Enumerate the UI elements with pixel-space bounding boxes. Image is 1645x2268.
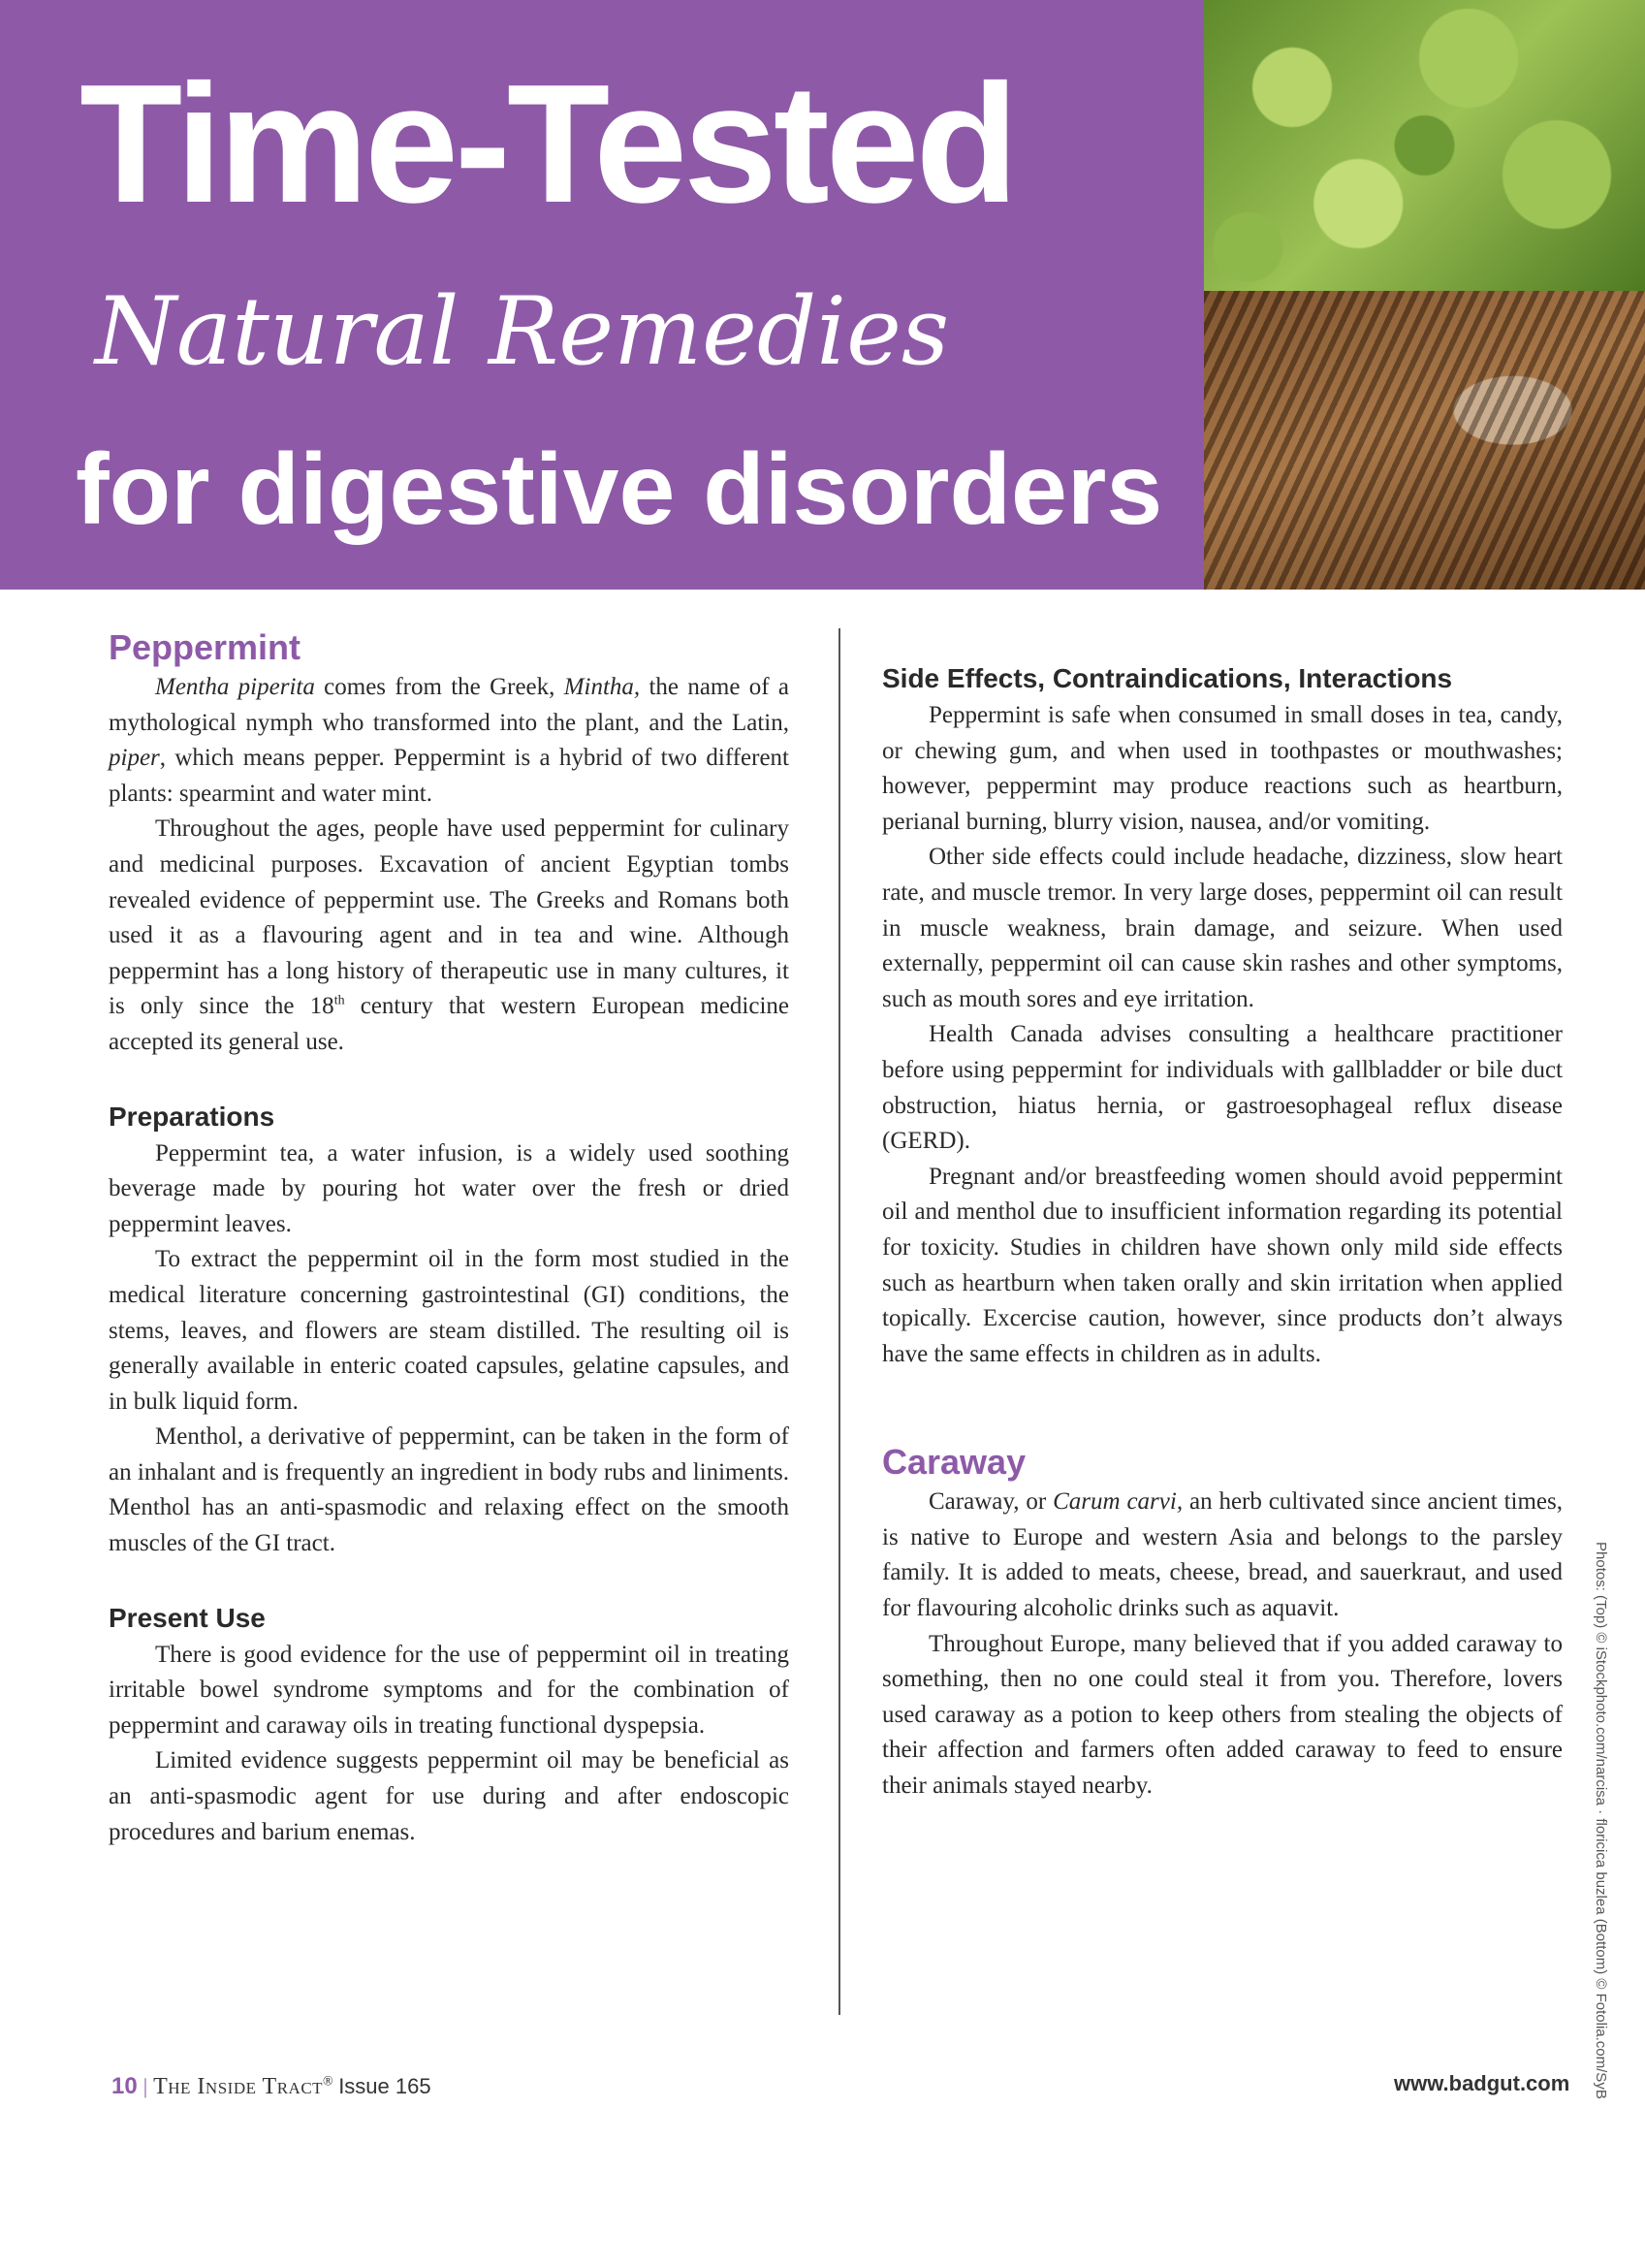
paragraph: Limited evidence suggests peppermint oil may be beneficial as an anti-spasmodic agent for use during and after endoscopic procedures and barium enemas. (109, 1747, 789, 1845)
paragraph: Peppermint tea, a water infusion, is a widely used soothing beverage made by pouring hot water over the fresh or dried peppermint leaves. (109, 1139, 789, 1237)
page-number: 10 (111, 2073, 138, 2099)
paragraph: Peppermint is safe when consumed in small doses in tea, candy, or chewing gum, and when used in toothpastes or mouthwashes; however, peppermint may produce reactions such as heartburn, perianal burning, blurry vision, nausea, and/or vomiting. (882, 702, 1563, 835)
paragraph: Other side effects could include headache, dizziness, slow heart rate, and muscle tremor. In very large doses, peppermint oil can result in muscle weakness, brain damage, and seizure. When used externally, peppermint oil can cause skin rashes and other symptoms, such as mouth sores and eye irritation. (882, 844, 1563, 1012)
paragraph: Menthol, a derivative of peppermint, can be taken in the form of an inhalant and is frequently an ingredient in body rubs and liniments. Menthol has an anti-spasmodic and relaxing effect on the smooth muscles of the GI tract. (109, 1423, 789, 1557)
column-divider (838, 628, 840, 2015)
paragraph: Caraway, or Carum carvi, an herb cultivated since ancient times, is native to Europe and western Asia and belongs to the parsley family. It is added to meats, cheese, bread, and sauerkraut, and used for flavouring alcoholic drinks such as aquavit. (882, 1488, 1564, 1622)
footer-separator: | (142, 2074, 148, 2098)
title-line-2: Natural Remedies (95, 277, 950, 386)
paragraph: To extract the peppermint oil in the form most studied in the medical literature concerning gastrointestinal (GI) conditions, the stems, leaves, and flowers are steam distilled. The resulting oil is generally available in enteric coated capsules, gelatine capsules, and in bulk liquid form. (109, 1246, 789, 1415)
registered-mark: ® (323, 2074, 333, 2090)
caraway-seeds-photo (1204, 291, 1645, 590)
title-line-1: Time-Tested (79, 48, 1015, 238)
title-line-3: for digestive disorders (76, 433, 1163, 546)
title-banner (0, 0, 1204, 590)
paragraph: Mentha piperita comes from the Greek, Mintha, the name of a mythological nymph who transformed into the plant, and the Latin, piper, which means pepper. Peppermint is a hybrid of two different plants: spearmint and water mint. (109, 674, 789, 807)
footer-website: www.badgut.com (1394, 2071, 1570, 2095)
subsection-title-preparations: Preparations (109, 1101, 275, 1132)
paragraph: Health Canada advises consulting a healthcare practitioner before using peppermint for individuals with gallbladder or bile duct obstruction, hiatus hernia, or gastroesophageal reflux disease (GERD). (882, 1021, 1563, 1155)
paragraph: Throughout Europe, many believed that if you added caraway to something, then no one could steal it from you. Therefore, lovers used caraway as a potion to keep others from stealing the objects of their affection and farmers often added caraway to feed to ensure their animals stayed nearby. (882, 1630, 1563, 1800)
section-title-peppermint: Peppermint (109, 627, 301, 667)
paragraph: Pregnant and/or breastfeeding women should avoid peppermint oil and menthol due to insufficient information regarding its potential for toxicity. Studies in children have shown only mild side effects such as heartburn when taken orally and skin irritation when applied topically. Excercise caution, however, since products don’t always have the same effects in children as in adults. (882, 1163, 1563, 1367)
footer-page-info (111, 2073, 431, 2100)
subsection-title-present-use: Present Use (109, 1602, 266, 1633)
subsection-title-side-effects: Side Effects, Contraindications, Interactions (882, 663, 1453, 693)
mint-leaves-photo (1204, 0, 1645, 291)
paragraph: There is good evidence for the use of peppermint oil in treating irritable bowel syndrome symptoms and for the combination of peppermint and caraway oils in treating functional dyspepsia. (109, 1641, 789, 1739)
magazine-name: The Inside Tract (153, 2074, 324, 2099)
paragraph: Throughout the ages, people have used peppermint for culinary and medicinal purposes. Excavation of ancient Egyptian tombs revealed evidence of peppermint use. The Greeks and Romans both used it as a flavouring agent and in tea and wine. Although peppermint has a long history of therapeutic use in many cultures, it is only since the 18th century that western European medicine accepted its general use. (109, 815, 789, 1055)
issue-number: Issue 165 (338, 2074, 431, 2098)
left-column (109, 625, 789, 1850)
section-title-caraway: Caraway (882, 1442, 1027, 1483)
right-column (882, 659, 1563, 1805)
photo-credit: Photos: (Top) © iStockphoto.com/narcisa · floricica buzlea (Bottom) © Fotolia.com/SyB (1593, 1542, 1609, 2099)
